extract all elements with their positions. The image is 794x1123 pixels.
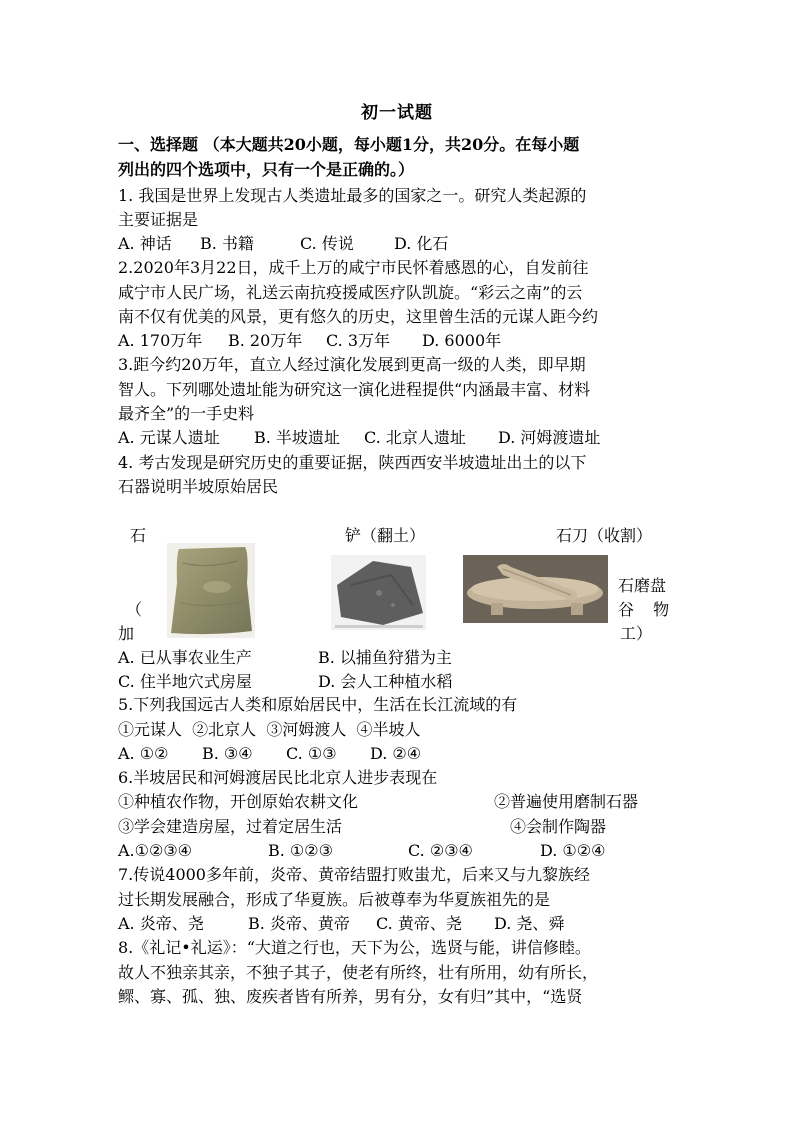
q6-options: [118, 839, 605, 862]
q4-caption-1b: （: [126, 600, 143, 619]
millstone-image: [463, 555, 608, 623]
q3-stem-line-2: 智人。下列哪处遗址能为研究这一演化进程提供“内涵最丰富、材料: [118, 380, 591, 399]
q3-stem-line-1: 3.距今约20万年，直立人经过演化发展到更高一级的人类，即早期: [118, 355, 586, 374]
q8-stem-line-2: 故人不独亲其亲，不独子其子，使老有所终，壮有所用，幼有所长，: [118, 963, 599, 982]
q3-option-c: C. 北京人遗址: [364, 428, 466, 447]
q4-options-row-1: [118, 646, 452, 669]
q2-options: [118, 329, 501, 352]
stone-axe-image: [167, 543, 255, 638]
q8-stem-line-1: 8.《礼记•礼运》：“大道之行也，天下为公，选贤与能，讲信修睦。: [118, 938, 591, 957]
q4-option-c: C. 住半地穴式房屋: [118, 672, 252, 691]
q2-option-d: D. 6000年: [422, 331, 502, 350]
q5-choices: ①元谋人 ②北京人 ③河姆渡人 ④半坡人: [118, 720, 421, 739]
q3-stem-line-3: 最齐全”的一手史料: [118, 404, 255, 423]
q4-caption-millstone: 石磨盘: [618, 576, 667, 595]
q2-option-b: B. 20万年: [228, 331, 303, 350]
section-heading-line-2: 列出的四个选项中，只有一个是正确的。）: [118, 160, 415, 179]
q5-stem-line-1: 5.下列我国远古人类和原始居民中，生活在长江流域的有: [118, 695, 518, 714]
q6-option-d: D. ①②④: [540, 841, 606, 860]
q2-stem-line-1: 2.2020年3月22日，成千上万的咸宁市民怀着感恩的心，自发前往: [118, 258, 589, 277]
q7-stem-line-2: 过长期发展融合，形成了华夏族。后被尊奉为华夏族祖先的是: [118, 890, 551, 909]
q5-option-a: A. ①②: [118, 744, 169, 763]
q7-option-c: C. 黄帝、尧: [376, 914, 462, 933]
q4-caption-1a: 石: [130, 526, 147, 545]
q2-option-a: A. 170万年: [118, 331, 203, 350]
q1-option-d: D. 化石: [394, 234, 449, 253]
q5-option-c: C. ①③: [286, 744, 337, 763]
q1-stem-line-1: 1. 我国是世界上发现古人类遗址最多的国家之一。研究人类起源的: [118, 186, 587, 205]
q4-options-row-2: [118, 670, 452, 693]
q4-caption-grain: 谷 物: [618, 600, 670, 619]
q3-options: [118, 426, 600, 449]
q6-choice-1: ①种植农作物，开创原始农耕文化: [118, 792, 359, 811]
section-heading-line-1: 一、选择题 （本大题共20小题，每小题1分，共20分。在每小题: [118, 135, 580, 154]
q6-choice-3: ③学会建造房屋，过着定居生活: [118, 817, 343, 836]
q1-stem-line-2: 主要证据是: [118, 210, 199, 229]
q6-stem-line-1: 6.半坡居民和河姆渡居民比北京人进步表现在: [118, 768, 438, 787]
q8-stem-line-3: 鳏、寡、孤、独、废疾者皆有所养，男有分，女有归”其中，“选贤: [118, 987, 583, 1006]
q7-option-a: A. 炎帝、尧: [118, 914, 204, 933]
stone-shovel-image: [331, 555, 426, 630]
q3-option-a: A. 元谋人遗址: [118, 428, 220, 447]
q4-stem-line-1: 4. 考古发现是研究历史的重要证据，陕西西安半坡遗址出土的以下: [118, 453, 587, 472]
q6-option-c: C. ②③④: [408, 841, 473, 860]
page-title: 初一试题: [361, 103, 433, 123]
q4-caption-knife: 石刀（收割）: [556, 526, 653, 545]
q1-options: [118, 232, 448, 255]
q7-stem-line-1: 7.传说4000多年前，炎帝、黄帝结盟打败蚩尤，后来又与九黎族经: [118, 865, 590, 884]
q6-choice-4: ④会制作陶器: [510, 817, 607, 836]
q2-stem-line-3: 南不仅有优美的风景，更有悠久的历史，这里曾生活的元谋人距今约: [118, 307, 599, 326]
q1-option-b: B. 书籍: [200, 234, 254, 253]
q4-caption-work: 工）: [620, 624, 653, 643]
q4-option-b: B. 以捕鱼狩猎为主: [318, 648, 452, 667]
q3-option-d: D. 河姆渡遗址: [498, 428, 601, 447]
q4-option-d: D. 会人工种植水稻: [318, 672, 453, 691]
q2-option-c: C. 3万年: [326, 331, 391, 350]
q4-caption-shovel: 铲（翻土）: [345, 526, 426, 545]
q5-option-b: B. ③④: [202, 744, 253, 763]
q4-caption-1c: 加: [118, 624, 135, 643]
q7-options: [118, 912, 564, 935]
q3-option-b: B. 半坡遗址: [254, 428, 340, 447]
q2-stem-line-2: 咸宁市人民广场，礼送云南抗疫援咸医疗队凯旋。“彩云之南”的云: [118, 283, 583, 302]
q1-option-c: C. 传说: [300, 234, 354, 253]
q6-option-b: B. ①②③: [268, 841, 333, 860]
q1-option-a: A. 神话: [118, 234, 172, 253]
q4-stem-line-2: 石器说明半坡原始居民: [118, 477, 279, 496]
q4-option-a: A. 已从事农业生产: [118, 648, 252, 667]
q5-option-d: D. ②④: [370, 744, 422, 763]
q7-option-d: D. 尧、舜: [494, 914, 565, 933]
q5-options: [118, 742, 421, 765]
q6-option-a: A.①②③④: [118, 841, 193, 860]
q7-option-b: B. 炎帝、黄帝: [248, 914, 350, 933]
q6-choice-2: ②普遍使用磨制石器: [494, 792, 639, 811]
